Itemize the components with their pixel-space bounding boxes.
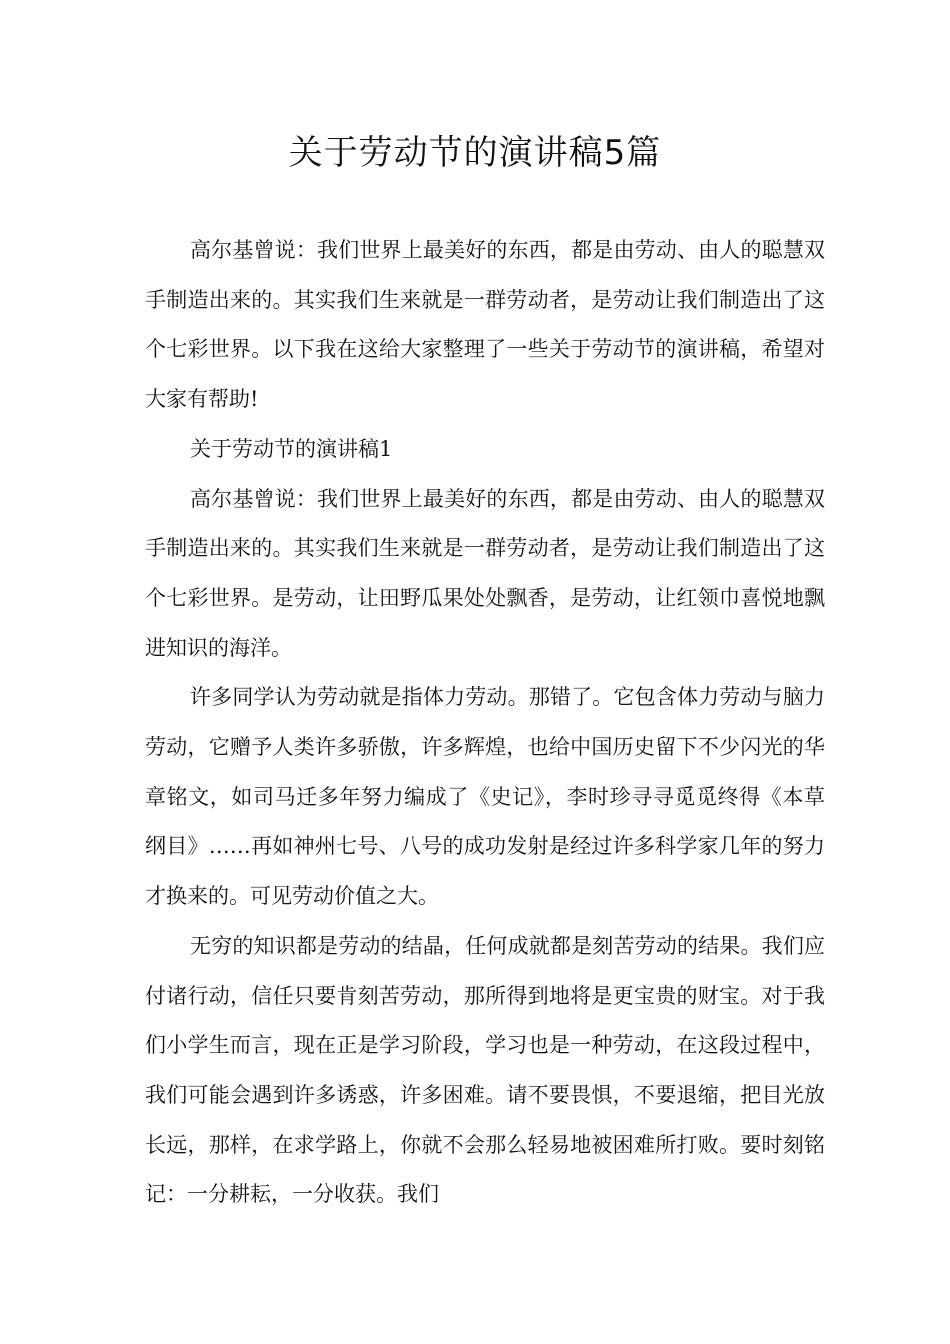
document-title: 关于劳动节的演讲稿5篇 — [288, 133, 662, 173]
speech-paragraph-2: 许多同学认为劳动就是指体力劳动。那错了。它包含体力劳动与脑力劳动，它赠予人类许多骄傲，许多辉煌，也给中国历史留下不少闪光的华章铭文，如司马迁多年努力编成了《史记》，李时珍寻寻觅觅终得《本草纲目》……再如神州七号、八号的成功发射是经过许多科学家几年的努力才换来的。可见劳动价值之大。 — [145, 685, 825, 909]
document-body — [145, 226, 825, 1220]
section-heading: 关于劳动节的演讲稿1 — [190, 436, 393, 461]
intro-paragraph: 高尔基曾说：我们世界上最美好的东西，都是由劳动、由人的聪慧双手制造出来的。其实我们生来就是一群劳动者，是劳动让我们制造出了这个七彩世界。以下我在这给大家整理了一些关于劳动节的演讲稿，希望对大家有帮助! — [145, 238, 825, 412]
speech-paragraph-3: 无穷的知识都是劳动的结晶，任何成就都是刻苦劳动的结果。我们应付诸行动，信任只要肯刻苦劳动，那所得到地将是更宝贵的财宝。对于我们小学生而言，现在正是学习阶段，学习也是一种劳动，在这段过程中，我们可能会遇到许多诱惑，许多困难。请不要畏惧，不要退缩，把目光放长远，那样，在求学路上，你就不会那么轻易地被困难所打败。要时刻铭记：一分耕耘，一分收获。我们 — [145, 933, 825, 1207]
speech-paragraph-1: 高尔基曾说：我们世界上最美好的东西，都是由劳动、由人的聪慧双手制造出来的。其实我们生来就是一群劳动者，是劳动让我们制造出了这个七彩世界。是劳动，让田野瓜果处处飘香，是劳动，让红领巾喜悦地飘进知识的海洋。 — [145, 486, 825, 660]
